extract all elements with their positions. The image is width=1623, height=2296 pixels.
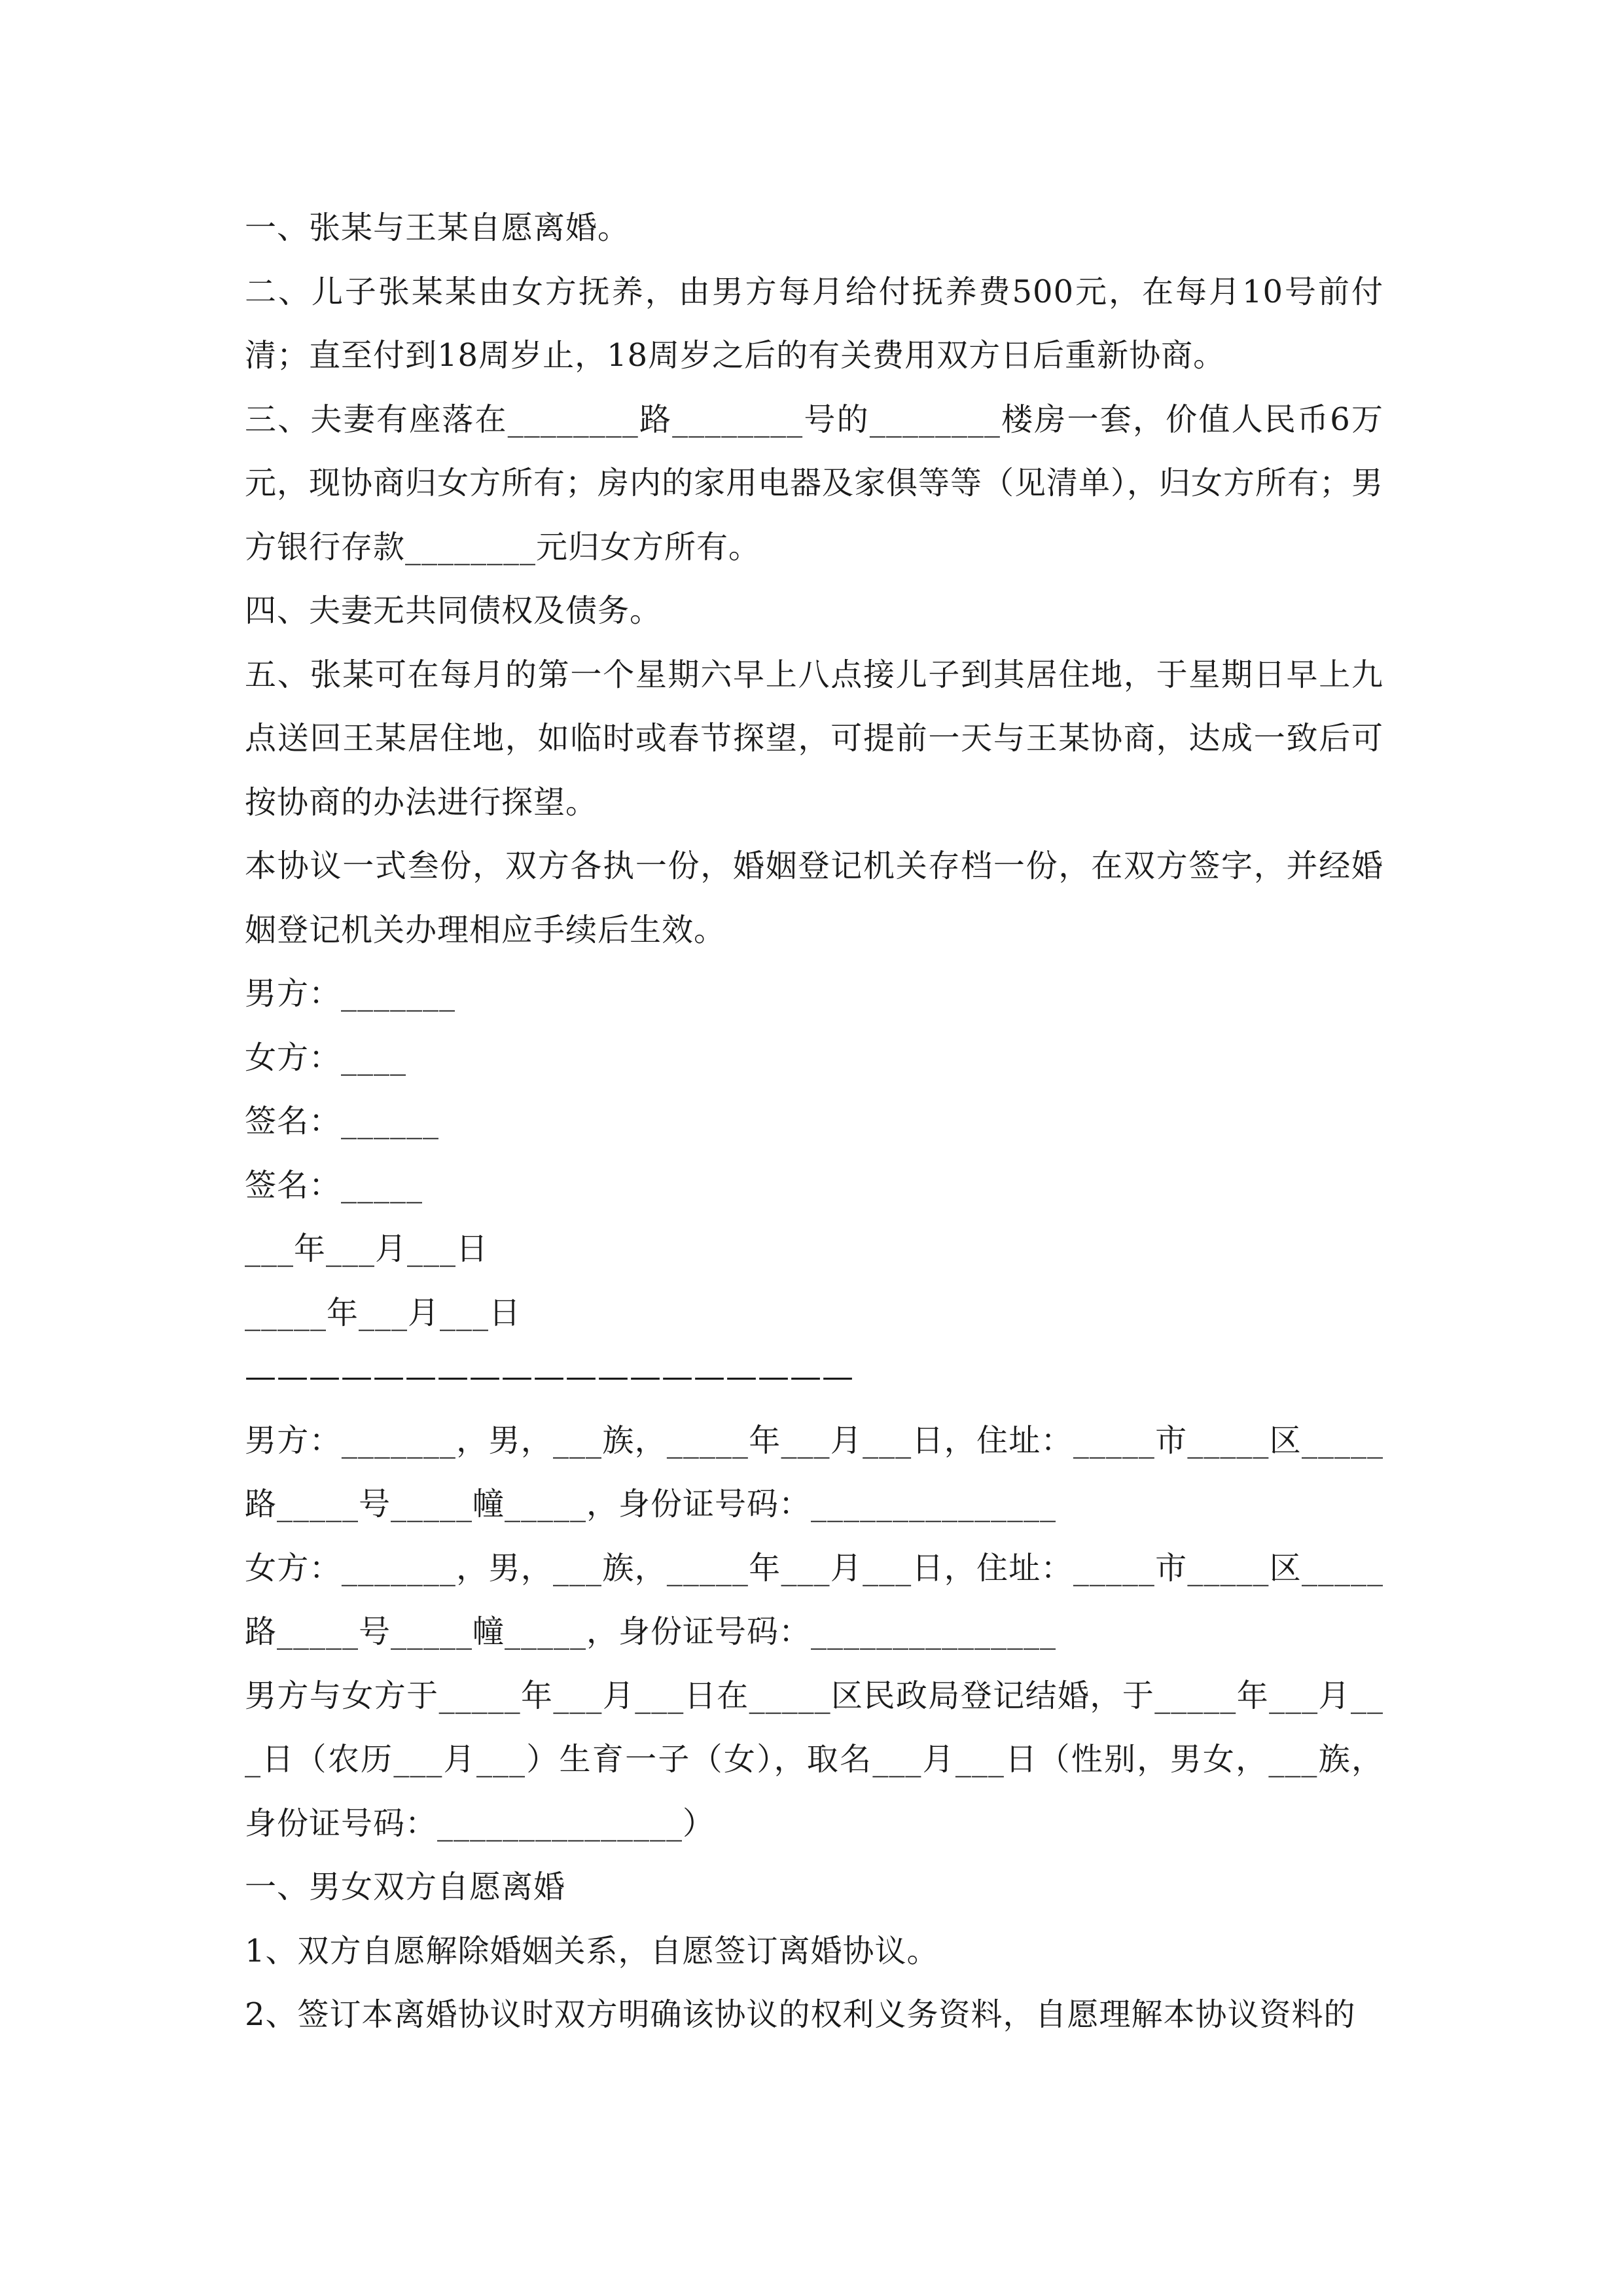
section-divider: ——————————————————— [245,1358,854,1395]
marriage-registration-info: 男方与女方于_____年___月___日在_____区民政局登记结婚，于_____年___月___日（农历___月___）生育一子（女），取名___月___日（性别，男女，___族，身份证号码：_______________） [245,1677,1383,1842]
clause-5-visitation: 五、张某可在每月的第一个星期六早上八点接儿子到其居住地，于星期日早上九点送回王某居住地，如临时或春节探望，可提前一天与王某协商，达成一致后可按协商的办法进行探望。 [245,656,1383,821]
item-1: 1、双方自愿解除婚姻关系，自愿签订离婚协议。 [245,1932,939,1969]
date-line: ___年___月___日 [245,1230,489,1267]
clause-1: 一、张某与王某自愿离婚。 [245,209,630,246]
section-heading-voluntary-divorce: 一、男女双方自愿离婚 [245,1869,566,1905]
male-party-line: 男方：_______ [245,975,456,1012]
female-party-line: 女方：____ [245,1039,407,1076]
signature-line: 签名：______ [245,1103,440,1139]
agreement-copies-note: 本协议一式叁份，双方各执一份，婚姻登记机关存档一份，在双方签字，并经婚姻登记机关办理相应手续后生效。 [245,848,1383,948]
clause-4-debts: 四、夫妻无共同债权及债务。 [245,592,662,629]
signature-line: 签名：_____ [245,1166,423,1204]
date-line: _____年___月___日 [245,1294,522,1331]
female-party-info: 女方：_______，男，___族，_____年___月___日，住址：_____市_____区_____路_____号_____幢_____，身份证号码：_______________ [245,1549,1383,1650]
item-2: 2、签订本离婚协议时双方明确该协议的权利义务资料，自愿理解本协议资料的 [245,1996,1356,2033]
clause-3-property: 三、夫妻有座落在________路________号的________楼房一套，价值人民币6万元，现协商归女方所有；房内的家用电器及家俱等等（见清单），归女方所有；男方银行存款________元归女方所有。 [245,401,1384,565]
male-party-info: 男方：_______，男，___族，_____年___月___日，住址：_____市_____区_____路_____号_____幢_____，身份证号码：_______________ [245,1422,1383,1522]
clause-2-child-support: 二、儿子张某某由女方抚养，由男方每月给付抚养费500元，在每月10号前付清；直至付到18周岁止，18周岁之后的有关费用双方日后重新协商。 [245,273,1383,374]
document-body [245,196,1383,2047]
